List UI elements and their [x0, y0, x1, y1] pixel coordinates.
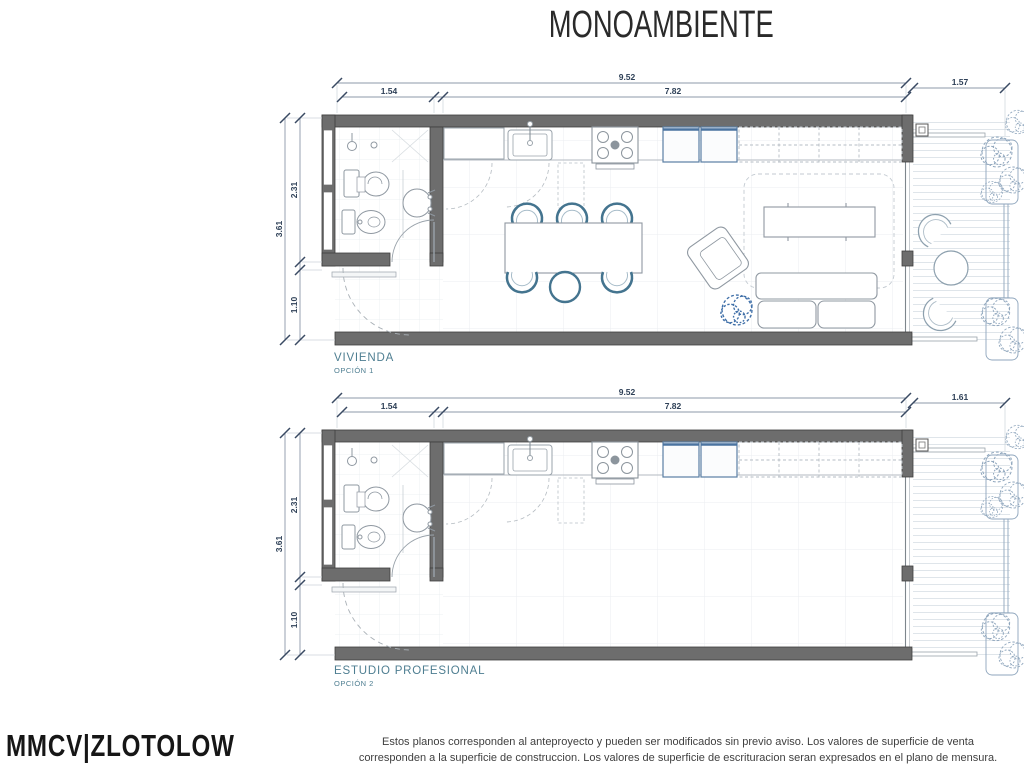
dim-width-total: 9.52	[618, 387, 636, 397]
plan1-caption	[334, 352, 394, 375]
plan1-option: OPCIÓN 1	[334, 366, 374, 375]
disclaimer-line1: Estos planos corresponden al anteproyecto y pueden ser modificados sin previo aviso. Los valores de superficie de venta	[382, 736, 974, 748]
disclaimer	[333, 735, 1023, 766]
dim-height-total: 3.61	[274, 220, 284, 238]
studio-logo-text: MMCV|ZLOTOLOW	[6, 728, 235, 763]
dining-set	[505, 204, 642, 302]
dim-bathroom-width: 1.54	[380, 401, 398, 411]
dim-bathroom-width: 1.54	[380, 86, 398, 96]
dim-height-total: 3.61	[274, 535, 284, 553]
dim-balcony-width: 1.61	[951, 392, 969, 402]
plan2-caption	[334, 665, 485, 688]
page-title-text: MONOAMBIENTE	[548, 4, 774, 46]
dim-bathroom-height: 2.31	[289, 496, 299, 514]
plan2-option: OPCIÓN 2	[334, 679, 374, 688]
disclaimer-line2: corresponden a la superficie de construccion. Los valores de superficie de escrituracion seran expresados en el plano de mensura.	[358, 751, 998, 764]
dim-main-width: 7.82	[664, 401, 682, 411]
coffee-table	[764, 203, 875, 241]
dim-width-total: 9.52	[618, 72, 636, 82]
plan-estudio	[274, 387, 1024, 768]
plan1-name: VIVIENDA	[334, 352, 395, 364]
plan2-name: ESTUDIO PROFESIONAL	[334, 665, 486, 677]
plan-vivienda	[274, 72, 1024, 360]
dim-main-width: 7.82	[664, 86, 682, 96]
dim-bathroom-height: 2.31	[289, 181, 299, 199]
dim-entry-height: 1.10	[289, 296, 299, 314]
dim-balcony-width: 1.57	[951, 77, 969, 87]
studio-logo	[6, 728, 299, 764]
dim-entry-height: 1.10	[289, 611, 299, 629]
